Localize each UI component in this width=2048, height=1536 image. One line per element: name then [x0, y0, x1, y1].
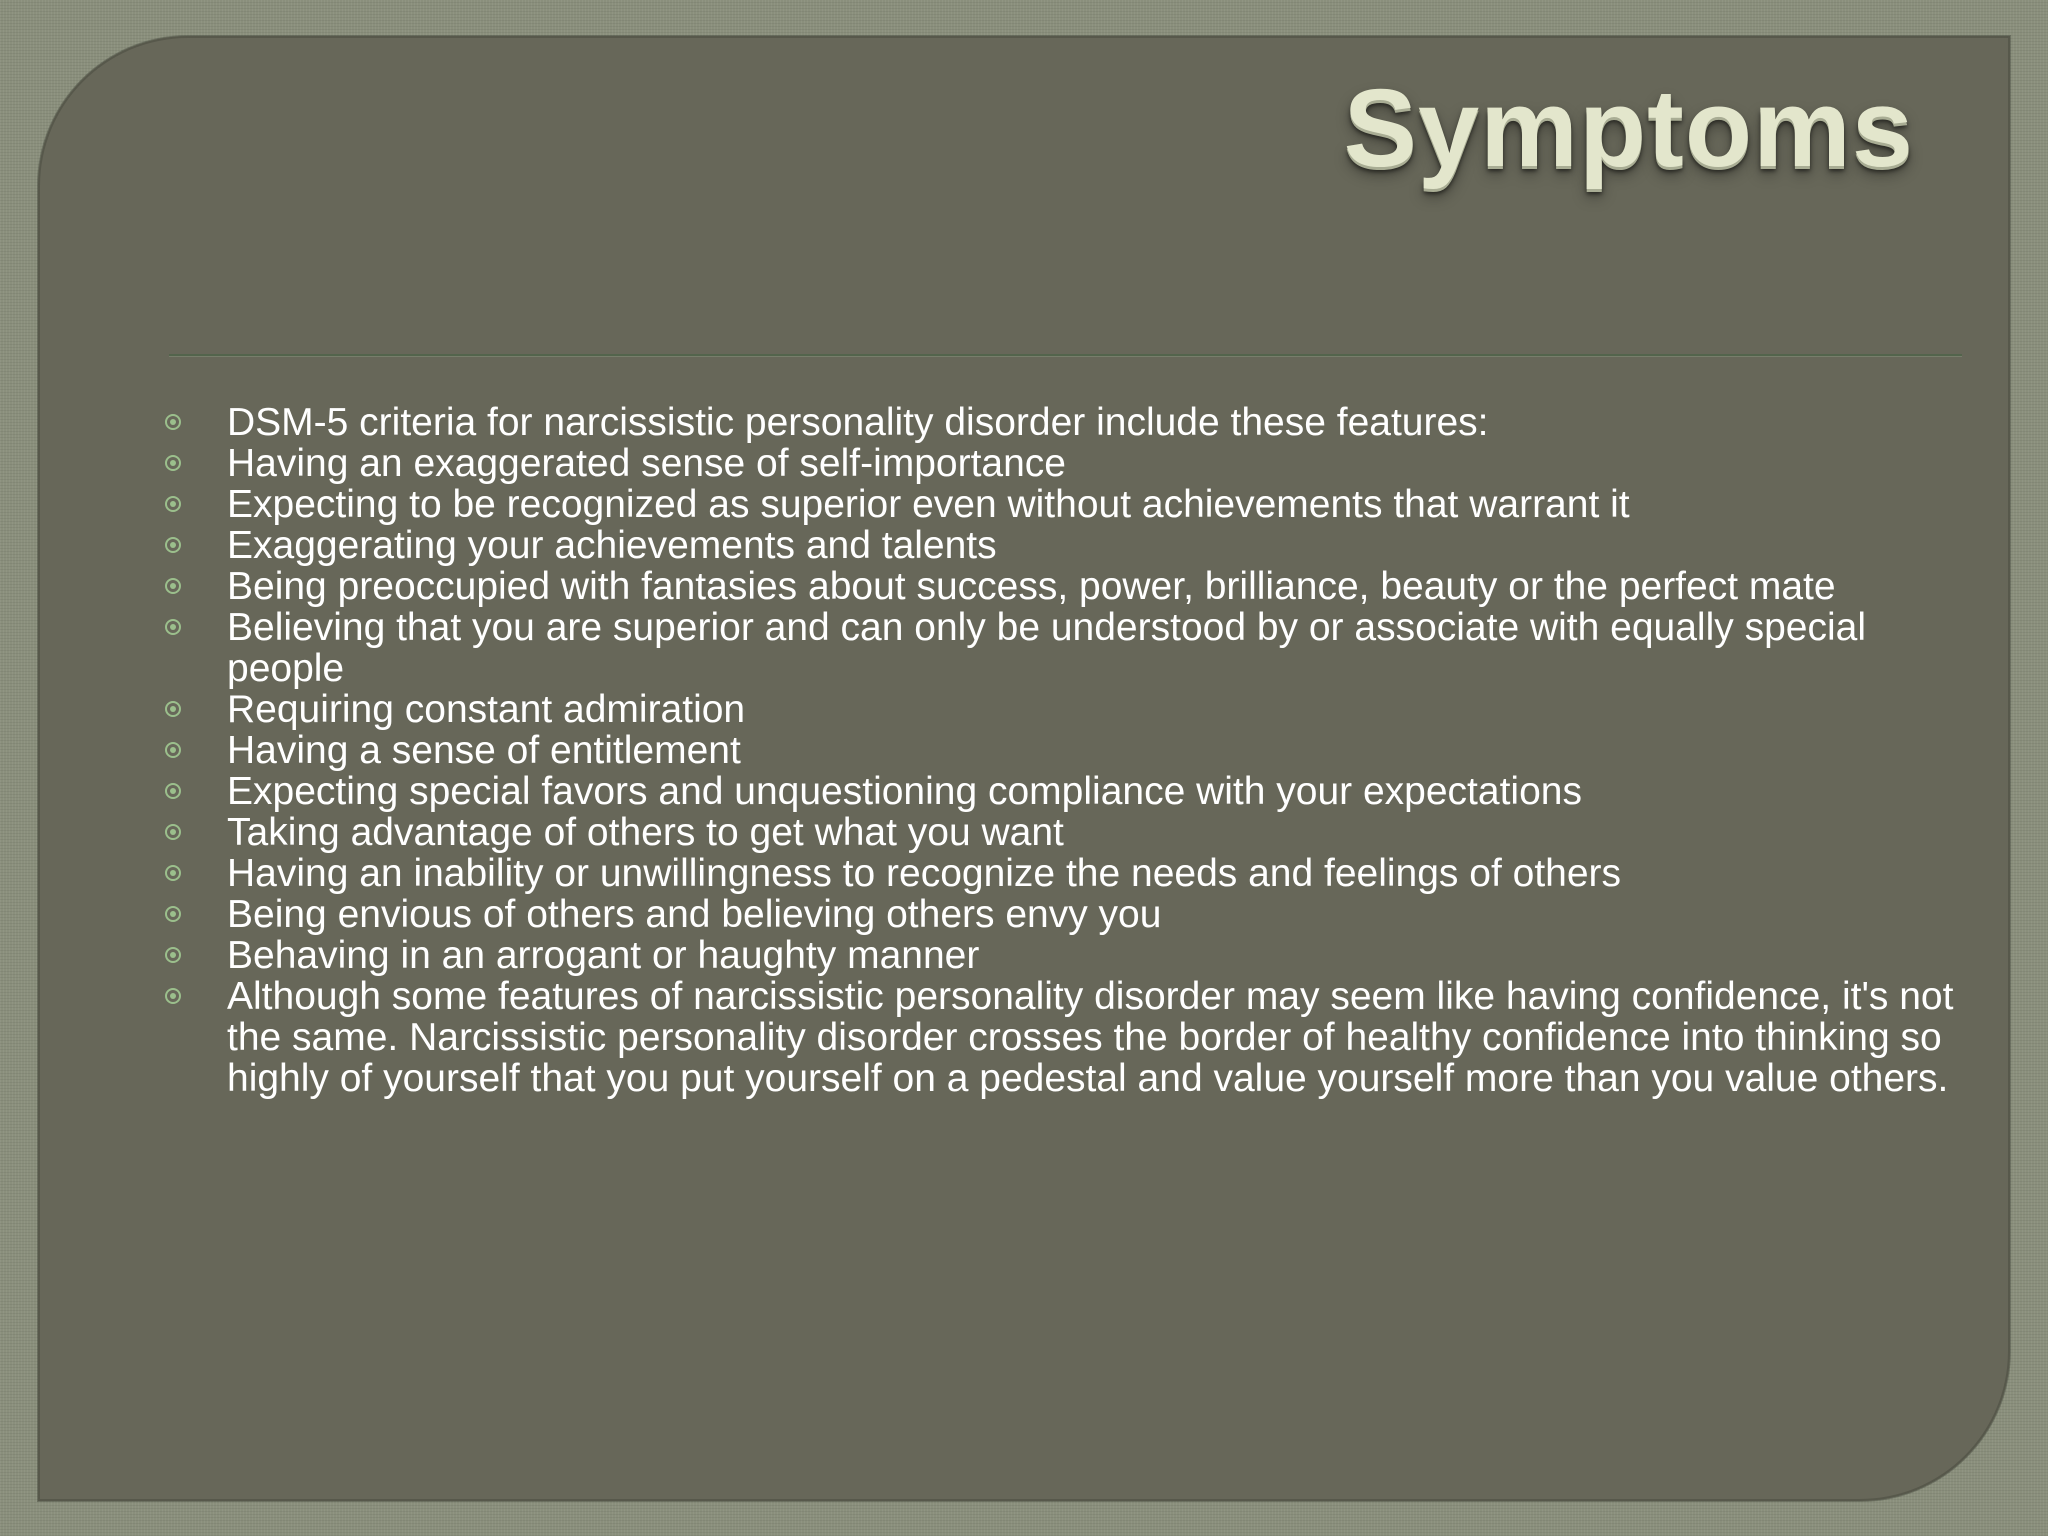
bullet-text: Believing that you are superior and can only be understood by or associate with equally special people: [227, 606, 1866, 690]
bullet-item: [162, 484, 1992, 525]
bullet-text: Requiring constant admiration: [227, 688, 746, 731]
circle-dot-icon: [165, 783, 181, 799]
circle-dot-icon: [165, 824, 181, 840]
bullet-text: Having an exaggerated sense of self-importance: [227, 442, 1066, 485]
bullet-item: [162, 894, 1992, 935]
bullet-item: [162, 607, 1992, 689]
bullet-text: Having an inability or unwillingness to recognize the needs and feelings of others: [227, 852, 1622, 895]
bullet-item: [162, 730, 1992, 771]
bullet-item: [162, 689, 1992, 730]
bullet-item: [162, 443, 1992, 484]
circle-dot-icon: [165, 906, 181, 922]
bullet-item: [162, 566, 1992, 607]
bullet-text: Behaving in an arrogant or haughty manner: [227, 934, 980, 977]
circle-dot-icon: [165, 742, 181, 758]
circle-dot-icon: [165, 619, 181, 635]
circle-dot-icon: [165, 537, 181, 553]
circle-dot-icon: [165, 414, 181, 430]
circle-dot-icon: [165, 988, 181, 1004]
bullet-text: DSM-5 criteria for narcissistic personality disorder include these features:: [227, 401, 1489, 444]
circle-dot-icon: [165, 578, 181, 594]
circle-dot-icon: [165, 947, 181, 963]
bullet-text: Being envious of others and believing others envy you: [227, 893, 1162, 936]
slide-title: Symptoms: [1343, 67, 1914, 190]
circle-dot-icon: [165, 865, 181, 881]
slide-panel: [38, 36, 2010, 1501]
bullet-item: [162, 976, 1992, 1099]
bullet-list: [162, 402, 1992, 1099]
circle-dot-icon: [165, 496, 181, 512]
bullet-text: Taking advantage of others to get what you want: [227, 811, 1064, 854]
bullet-text: Expecting special favors and unquestioning compliance with your expectations: [227, 770, 1582, 813]
bullet-item: [162, 853, 1992, 894]
bullet-text: Being preoccupied with fantasies about success, power, brilliance, beauty or the perfect mate: [227, 565, 1836, 608]
bullet-item: [162, 812, 1992, 853]
bullet-item: [162, 935, 1992, 976]
bullet-item: [162, 771, 1992, 812]
bullet-text: Exaggerating your achievements and talents: [227, 524, 997, 567]
title-divider: [169, 354, 1962, 356]
bullet-text: Having a sense of entitlement: [227, 729, 741, 772]
circle-dot-icon: [165, 701, 181, 717]
circle-dot-icon: [165, 455, 181, 471]
bullet-item: [162, 525, 1992, 566]
bullet-text: Although some features of narcissistic personality disorder may seem like having confidence, it's not the same. Narcissistic personality disorder crosses the border of healthy confidence into thinking so highly of yourself that you put yourself on a pedestal and value yourself more than you value others.: [227, 975, 1954, 1100]
bullet-item: [162, 402, 1992, 443]
bullet-text: Expecting to be recognized as superior even without achievements that warrant it: [227, 483, 1630, 526]
